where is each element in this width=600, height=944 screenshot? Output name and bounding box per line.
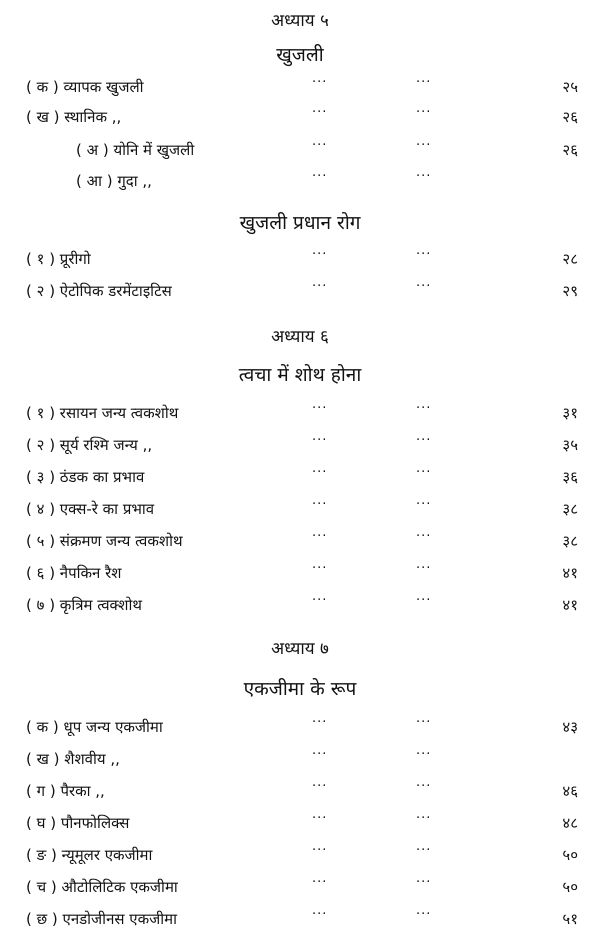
toc-entry-label: ( क ) व्यापक खुजली [26, 78, 144, 96]
toc-entry-label: ( २ ) ऐटोपिक डरमेंटाइटिस [26, 282, 172, 300]
toc-entry [0, 746, 600, 772]
toc-entry [0, 778, 600, 804]
toc-page-number: २५ [562, 78, 578, 96]
leader-dots: ··· [312, 138, 328, 153]
toc-page-number: ३६ [562, 468, 578, 486]
toc-page-number: ५१ [562, 910, 578, 928]
leader-dots: ··· [312, 279, 328, 294]
toc-entry [0, 874, 600, 900]
toc-page-number: २८ [562, 250, 578, 268]
leader-dots: ··· [416, 247, 432, 262]
toc-entry-label: ( आ ) गुदा ,, [76, 172, 152, 190]
leader-dots: ··· [312, 169, 328, 184]
leader-dots: ··· [312, 433, 328, 448]
toc-page-number: २९ [562, 282, 578, 300]
leader-dots: ··· [312, 843, 328, 858]
leader-dots: ··· [416, 561, 432, 576]
toc-entry [0, 560, 600, 586]
leader-dots: ··· [416, 497, 432, 512]
toc-entry-label: ( क ) धूप जन्य एकजीमा [26, 718, 163, 736]
toc-page-number: ३८ [562, 500, 578, 518]
toc-entry [0, 496, 600, 522]
leader-dots: ··· [416, 279, 432, 294]
leader-dots: ··· [312, 561, 328, 576]
chapter-7-label: अध्याय ७ [271, 639, 329, 659]
chapter-6-label: अध्याय ६ [271, 327, 329, 347]
leader-dots: ··· [312, 401, 328, 416]
leader-dots: ··· [312, 811, 328, 826]
toc-entry-label: ( घ ) पौनफोलिक्स [26, 814, 130, 832]
leader-dots: ··· [416, 75, 432, 90]
leader-dots: ··· [416, 138, 432, 153]
subsection-title: खुजली प्रधान रोग [239, 212, 361, 234]
leader-dots: ··· [416, 747, 432, 762]
leader-dots: ··· [416, 593, 432, 608]
toc-entry [0, 464, 600, 490]
leader-dots: ··· [416, 529, 432, 544]
toc-entry [0, 400, 600, 426]
leader-dots: ··· [312, 105, 328, 120]
toc-entry-label: ( छ ) एनडोजीनस एकजीमा [26, 910, 177, 928]
leader-dots: ··· [416, 875, 432, 890]
toc-entry [0, 842, 600, 868]
toc-entry-label: ( ४ ) एक्स-रे का प्रभाव [26, 500, 155, 518]
toc-page-number: ३८ [562, 532, 578, 550]
toc-entry-label: ( ग ) पैरका ,, [26, 782, 105, 800]
toc-entry [0, 432, 600, 458]
toc-entry-label: ( ख ) शैशवीय ,, [26, 750, 120, 768]
leader-dots: ··· [416, 811, 432, 826]
toc-entry [0, 906, 600, 932]
leader-dots: ··· [312, 875, 328, 890]
toc-page-number: २६ [562, 108, 578, 126]
leader-dots: ··· [312, 75, 328, 90]
toc-entry [0, 246, 600, 272]
toc-page-number: २६ [562, 141, 578, 159]
leader-dots: ··· [416, 907, 432, 922]
toc-page-number: ५० [562, 846, 578, 864]
leader-dots: ··· [312, 593, 328, 608]
toc-entry-label: ( १ ) प्रूरीगो [26, 250, 91, 268]
toc-page-number: ४१ [562, 596, 578, 614]
chapter-6-title: त्वचा में शोथ होना [238, 364, 362, 386]
leader-dots: ··· [312, 747, 328, 762]
leader-dots: ··· [312, 247, 328, 262]
chapter-7-title: एकजीमा के रूप [243, 678, 357, 700]
leader-dots: ··· [416, 401, 432, 416]
toc-entry-label: ( ङ ) न्यूमूलर एकजीमा [26, 846, 153, 864]
leader-dots: ··· [416, 433, 432, 448]
toc-entry [0, 528, 600, 554]
toc-entry [0, 278, 600, 304]
toc-entry [0, 104, 600, 130]
toc-entry-label: ( १ ) रसायन जन्य त्वकशोथ [26, 404, 179, 422]
toc-entry [0, 137, 600, 163]
leader-dots: ··· [416, 169, 432, 184]
toc-entry-label: ( च ) औटोलिटिक एकजीमा [26, 878, 178, 896]
toc-entry-label: ( २ ) सूर्य रश्मि जन्य ,, [26, 436, 153, 454]
toc-entry [0, 592, 600, 618]
toc-page-number: ४१ [562, 564, 578, 582]
leader-dots: ··· [416, 105, 432, 120]
toc-entry-label: ( ख ) स्थानिक ,, [26, 108, 122, 126]
leader-dots: ··· [416, 465, 432, 480]
toc-entry [0, 74, 600, 100]
leader-dots: ··· [312, 529, 328, 544]
toc-entry [0, 810, 600, 836]
toc-page-number: ३१ [562, 404, 578, 422]
leader-dots: ··· [312, 779, 328, 794]
leader-dots: ··· [416, 843, 432, 858]
leader-dots: ··· [312, 907, 328, 922]
toc-page-number: ४६ [562, 782, 578, 800]
leader-dots: ··· [416, 715, 432, 730]
leader-dots: ··· [416, 779, 432, 794]
toc-entry [0, 714, 600, 740]
chapter-5-title: खुजली [276, 44, 324, 66]
leader-dots: ··· [312, 497, 328, 512]
toc-entry-label: ( ५ ) संक्रमण जन्य त्वकशोथ [26, 532, 183, 550]
toc-entry-label: ( ६ ) नैपकिन रैश [26, 564, 122, 582]
toc-entry-label: ( ३ ) ठंडक का प्रभाव [26, 468, 145, 486]
toc-page-number: ५० [562, 878, 578, 896]
toc-entry-label: ( अ ) योनि में खुजली [76, 141, 195, 159]
toc-page-number: ३५ [562, 436, 578, 454]
toc-entry [0, 168, 600, 194]
toc-page-number: ४३ [562, 718, 578, 736]
leader-dots: ··· [312, 715, 328, 730]
chapter-5-label: अध्याय ५ [271, 11, 329, 31]
leader-dots: ··· [312, 465, 328, 480]
toc-page-number: ४८ [562, 814, 578, 832]
toc-entry-label: ( ७ ) कृत्रिम त्वक्शोथ [26, 596, 142, 614]
